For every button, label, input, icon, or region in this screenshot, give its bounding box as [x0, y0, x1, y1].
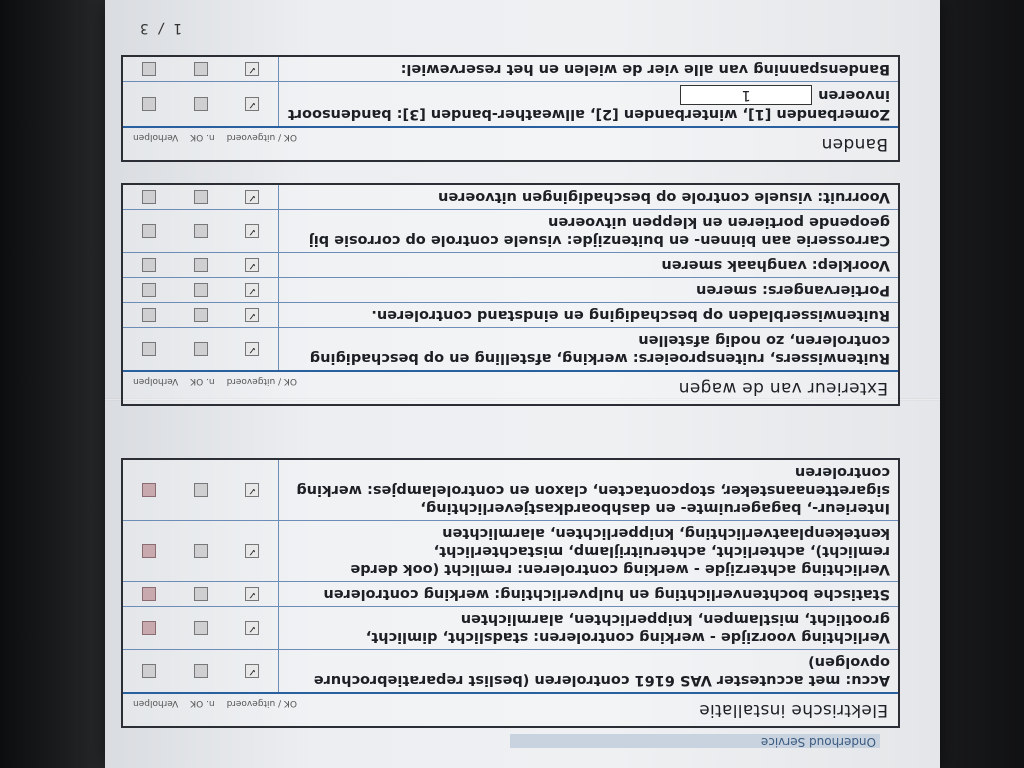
not-ok-checkbox[interactable] — [194, 621, 208, 635]
checkbox-group — [123, 521, 278, 581]
ok-checkbox[interactable]: ✓ — [245, 308, 259, 322]
section-exterior — [121, 183, 900, 406]
checklist-item-text: Interieur-, bagageruimte- en dashboardkastjeverlichting, sigarettenaansteker, stopcontacten, claxon en controlelampjes: werking controleren — [278, 460, 898, 520]
column-headers — [133, 376, 297, 386]
repaired-checkbox[interactable] — [142, 621, 156, 635]
section-title: Banden — [821, 134, 888, 154]
checklist-item-text: Ruitenwisserbladen op beschadiging en eindstand controleren. — [278, 303, 898, 327]
ok-checkbox[interactable]: ✓ — [245, 664, 259, 678]
not-ok-checkbox[interactable] — [194, 664, 208, 678]
checklist-row — [123, 185, 898, 210]
section-head — [123, 692, 898, 726]
checklist-row — [123, 460, 898, 521]
checklist-row — [123, 210, 898, 253]
ok-checkbox[interactable]: ✓ — [245, 544, 259, 558]
not-ok-checkbox[interactable] — [194, 544, 208, 558]
checklist-row — [123, 303, 898, 328]
repaired-checkbox[interactable] — [142, 664, 156, 678]
not-ok-checkbox[interactable] — [194, 483, 208, 497]
ok-checkbox[interactable]: ✓ — [245, 483, 259, 497]
checkbox-group — [123, 57, 278, 81]
not-ok-checkbox[interactable] — [194, 587, 208, 601]
section-head — [123, 126, 898, 160]
checklist-item-text: Ruitenwissers, ruitensproeiers: werking, afstelling en op beschadiging controleren, zo nodig afstellen — [278, 328, 898, 370]
not-ok-checkbox[interactable] — [194, 308, 208, 322]
col-ok: OK / uitgevoerd — [226, 376, 297, 386]
not-ok-checkbox[interactable] — [194, 342, 208, 356]
not-ok-checkbox[interactable] — [194, 62, 208, 76]
ok-checkbox[interactable]: ✓ — [245, 190, 259, 204]
repaired-checkbox[interactable] — [142, 483, 156, 497]
checklist-row — [123, 57, 898, 82]
section-title: Exterieur van de wagen — [678, 378, 888, 398]
not-ok-checkbox[interactable] — [194, 224, 208, 238]
not-ok-checkbox[interactable] — [194, 258, 208, 272]
header-strip — [510, 734, 880, 748]
ok-checkbox[interactable]: ✓ — [245, 224, 259, 238]
ok-checkbox[interactable]: ✓ — [245, 97, 259, 111]
checklist-row — [123, 278, 898, 303]
checklist-item-text: Accu: met accutester VAS 6161 controleren (beslist reparatiebrochure opvolgen) — [278, 650, 898, 692]
checkbox-group — [123, 460, 278, 520]
not-ok-checkbox[interactable] — [194, 190, 208, 204]
rows-electrical — [123, 460, 898, 692]
col-ok: OK / uitgevoerd — [226, 698, 297, 708]
repaired-checkbox[interactable] — [142, 308, 156, 322]
rows-tires — [123, 57, 898, 126]
column-headers — [133, 132, 297, 142]
section-title: Elektrische installatie — [698, 700, 888, 720]
checkbox-group — [123, 278, 278, 302]
col-na: n. OK — [190, 132, 215, 142]
section-electrical — [121, 458, 900, 728]
checklist-item-text: Zomerbanden [1], winterbanden [2], allweather-banden [3]: bandensoort invoeren1 — [278, 82, 898, 126]
repaired-checkbox[interactable] — [142, 283, 156, 297]
ok-checkbox[interactable]: ✓ — [245, 283, 259, 297]
checklist-item-text: Bandenspanning van alle vier de wielen en het reservewiel: — [278, 57, 898, 81]
checkbox-group — [123, 210, 278, 252]
ok-checkbox[interactable]: ✓ — [245, 62, 259, 76]
col-repair: Verholpen — [133, 376, 179, 386]
checklist-item-text: Portiervangers: smeren — [278, 278, 898, 302]
checklist-item-text: Statische bochtenverlichting en hulpverlichting: werking controleren — [278, 582, 898, 606]
inspection-sheet — [105, 0, 940, 768]
repaired-checkbox[interactable] — [142, 342, 156, 356]
header-title: Onderhoud Service — [760, 735, 876, 749]
ok-checkbox[interactable]: ✓ — [245, 258, 259, 272]
section-tires — [121, 55, 900, 162]
background-surface-left — [0, 0, 110, 768]
checklist-row — [123, 328, 898, 370]
checkbox-group — [123, 253, 278, 277]
sheet-content — [105, 0, 940, 768]
repaired-checkbox[interactable] — [142, 258, 156, 272]
checklist-row — [123, 607, 898, 650]
repaired-checkbox[interactable] — [142, 97, 156, 111]
ok-checkbox[interactable]: ✓ — [245, 587, 259, 601]
background-surface-right — [934, 0, 1024, 768]
checklist-row — [123, 521, 898, 582]
checkbox-group — [123, 82, 278, 126]
not-ok-checkbox[interactable] — [194, 97, 208, 111]
page-number: 1 / 3 — [140, 20, 183, 36]
col-repair: Verholpen — [133, 698, 179, 708]
checkbox-group — [123, 185, 278, 209]
checkbox-group — [123, 607, 278, 649]
ok-checkbox[interactable]: ✓ — [245, 342, 259, 356]
checklist-item-text: Voorruit: visuele controle op beschadigingen uitvoeren — [278, 185, 898, 209]
tire-type-input[interactable]: 1 — [680, 85, 812, 105]
repaired-checkbox[interactable] — [142, 62, 156, 76]
checklist-row — [123, 82, 898, 126]
ok-checkbox[interactable]: ✓ — [245, 621, 259, 635]
checklist-item-text: Verlichting achterzijde - werking controleren: remlicht (ook derde remlicht), achterlicht, achteruitrijlamp, mistachterlicht, kentekenplaatverlichting, knipperlichten, alarmlichten — [278, 521, 898, 581]
checkbox-group — [123, 582, 278, 606]
col-na: n. OK — [190, 376, 215, 386]
column-headers — [133, 698, 297, 708]
checklist-item-text: Verlichting voorzijde - werking controleren: stadslicht, dimlicht, grootlicht, mistlampen, knipperlichten, alarmlichten — [278, 607, 898, 649]
repaired-checkbox[interactable] — [142, 190, 156, 204]
col-repair: Verholpen — [133, 132, 179, 142]
checkbox-group — [123, 328, 278, 370]
not-ok-checkbox[interactable] — [194, 283, 208, 297]
col-ok: OK / uitgevoerd — [226, 132, 297, 142]
checkbox-group — [123, 303, 278, 327]
section-head — [123, 370, 898, 404]
checklist-item-text: Voorklep: vanghaak smeren — [278, 253, 898, 277]
checklist-row — [123, 253, 898, 278]
checklist-row — [123, 582, 898, 607]
checklist-item-text: Carrosserie aan binnen- en buitenzijde: visuele controle op corrosie bij geopende portieren en kleppen uitvoeren — [278, 210, 898, 252]
checklist-row — [123, 650, 898, 692]
col-na: n. OK — [190, 698, 215, 708]
rows-exterior — [123, 185, 898, 370]
repaired-checkbox[interactable] — [142, 544, 156, 558]
repaired-checkbox[interactable] — [142, 224, 156, 238]
checkbox-group — [123, 650, 278, 692]
repaired-checkbox[interactable] — [142, 587, 156, 601]
